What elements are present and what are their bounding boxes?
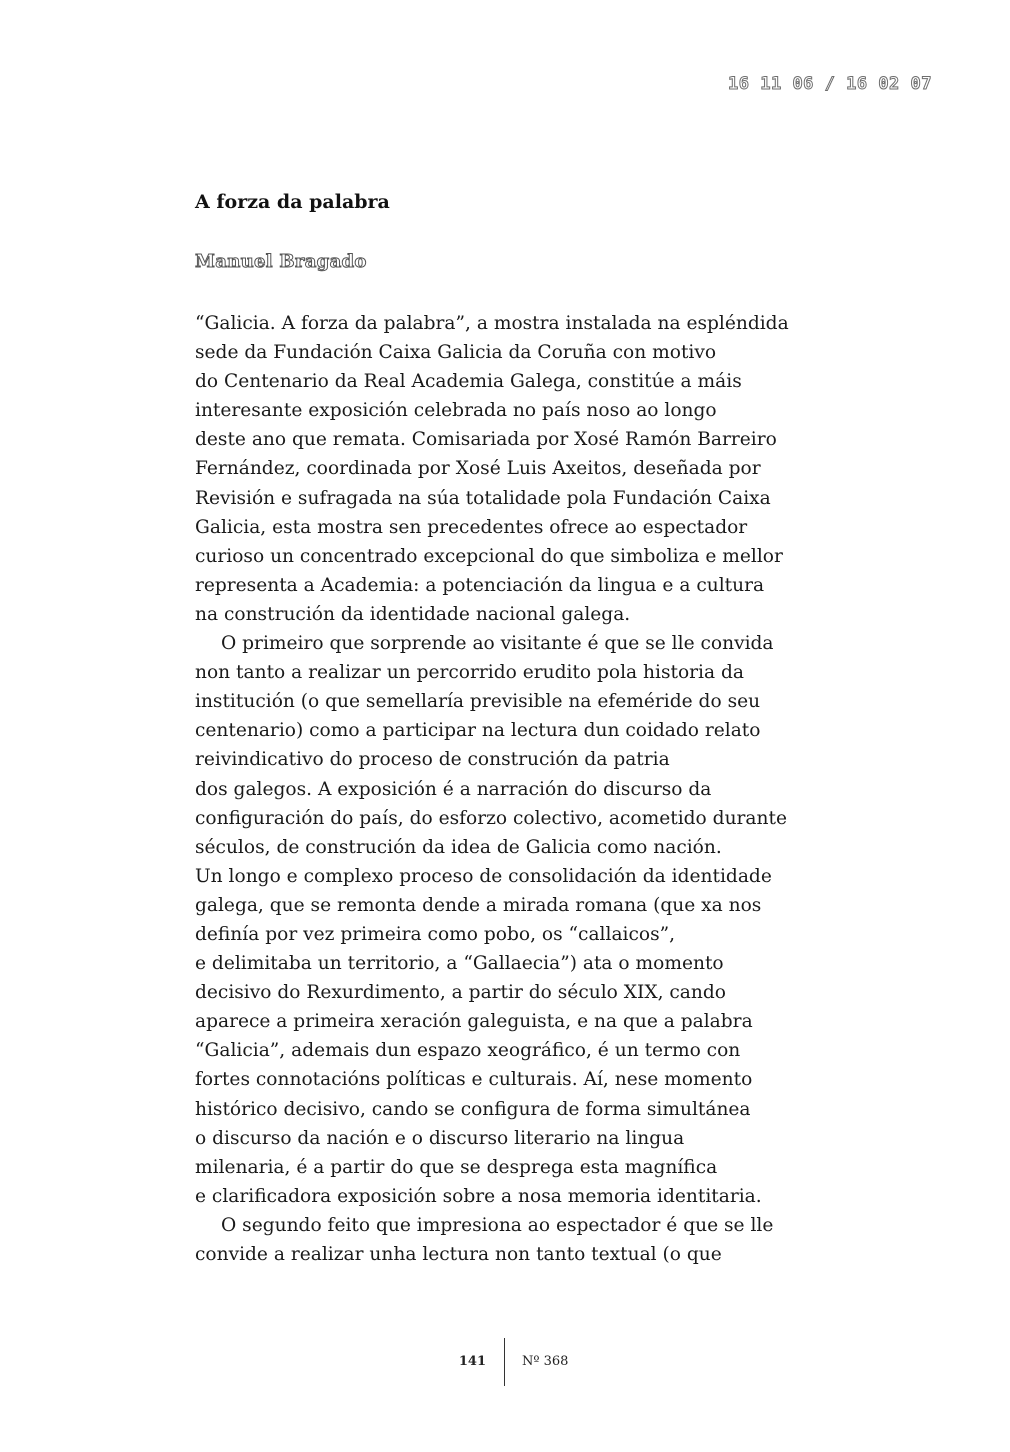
text-line: galega, que se remonta dende a mirada romana (que xa nos — [195, 894, 762, 916]
text-line: definía por vez primeira como pobo, os “callaicos”, — [195, 923, 676, 945]
text-line: do Centenario da Real Academia Galega, constitúe a máis — [195, 371, 742, 393]
text-line: e clarificadora exposición sobre a nosa memoria identitaria. — [195, 1185, 762, 1207]
text-line: histórico decisivo, cando se configura de forma simultánea — [195, 1098, 751, 1120]
text-line: dos galegos. A exposición é a narración do discurso da — [195, 778, 712, 800]
article-author: Manuel Bragado — [195, 251, 367, 272]
text-line: Un longo e complexo proceso de consolidación da identidade — [195, 865, 772, 887]
footer-divider — [504, 1338, 505, 1386]
text-line: Fernández, coordinada por Xosé Luis Axeitos, deseñada por — [195, 458, 761, 480]
text-line: na construción da identidade nacional galega. — [195, 603, 631, 625]
text-line: sede da Fundación Caixa Galicia da Coruña con motivo — [195, 342, 717, 364]
text-line: “Galicia”, ademais dun espazo xeográfico, é un termo con — [195, 1040, 741, 1062]
text-line: Galicia, esta mostra sen precedentes ofrece ao espectador — [195, 516, 748, 538]
paragraph-3 — [195, 1211, 855, 1269]
paragraph-2 — [195, 629, 855, 1211]
text-line: reivindicativo do proceso de construción da patria — [195, 749, 670, 771]
text-line: deste ano que remata. Comisariada por Xosé Ramón Barreiro — [195, 429, 777, 451]
text-line: centenario) como a participar na lectura dun coidado relato — [195, 720, 761, 742]
text-line: decisivo do Rexurdimento, a partir do século XIX, cando — [195, 982, 726, 1004]
issue-number: Nº 368 — [522, 1354, 569, 1369]
text-line: configuración do país, do esforzo colectivo, acometido durante — [195, 807, 787, 829]
text-line: non tanto a realizar un percorrido erudito pola historia da — [195, 662, 744, 684]
text-line: interesante exposición celebrada no país noso ao longo — [195, 400, 717, 422]
text-line: fortes connotacións políticas e culturais. Aí, nese momento — [195, 1069, 753, 1091]
article-title: A forza da palabra — [195, 191, 390, 213]
text-line: séculos, de construción da idea de Galicia como nación. — [195, 836, 722, 858]
text-line: e delimitaba un territorio, a “Gallaecia”) ata o momento — [195, 953, 724, 975]
page-number: 141 — [458, 1354, 486, 1369]
page-footer — [0, 1338, 1010, 1388]
text-line: convide a realizar unha lectura non tanto textual (o que — [195, 1244, 722, 1265]
text-line: Revisión e sufragada na súa totalidade pola Fundación Caixa — [195, 487, 771, 509]
text-line: milenaria, é a partir do que se desprega esta magnífica — [195, 1156, 718, 1178]
text-line: aparece a primeira xeración galeguista, e na que a palabra — [195, 1011, 753, 1033]
text-line: “Galicia. A forza da palabra”, a mostra instalada na espléndida — [195, 313, 789, 334]
text-line: curioso un concentrado excepcional do que simboliza e mellor — [195, 545, 783, 567]
text-line: O primeiro que sorprende ao visitante é que se lle convida — [221, 633, 774, 655]
article-body — [195, 309, 855, 1269]
text-line: o discurso da nación e o discurso literario na lingua — [195, 1127, 685, 1149]
text-line: O segundo feito que impresiona ao espectador é que se lle — [221, 1214, 774, 1236]
paragraph-1 — [195, 309, 855, 629]
text-line: representa a Academia: a potenciación da lingua e a cultura — [195, 574, 765, 596]
text-line: institución (o que semellaría previsible na efeméride do seu — [195, 691, 761, 713]
date-range: 16 11 06 / 16 02 07 — [728, 74, 932, 94]
article — [195, 188, 855, 1269]
